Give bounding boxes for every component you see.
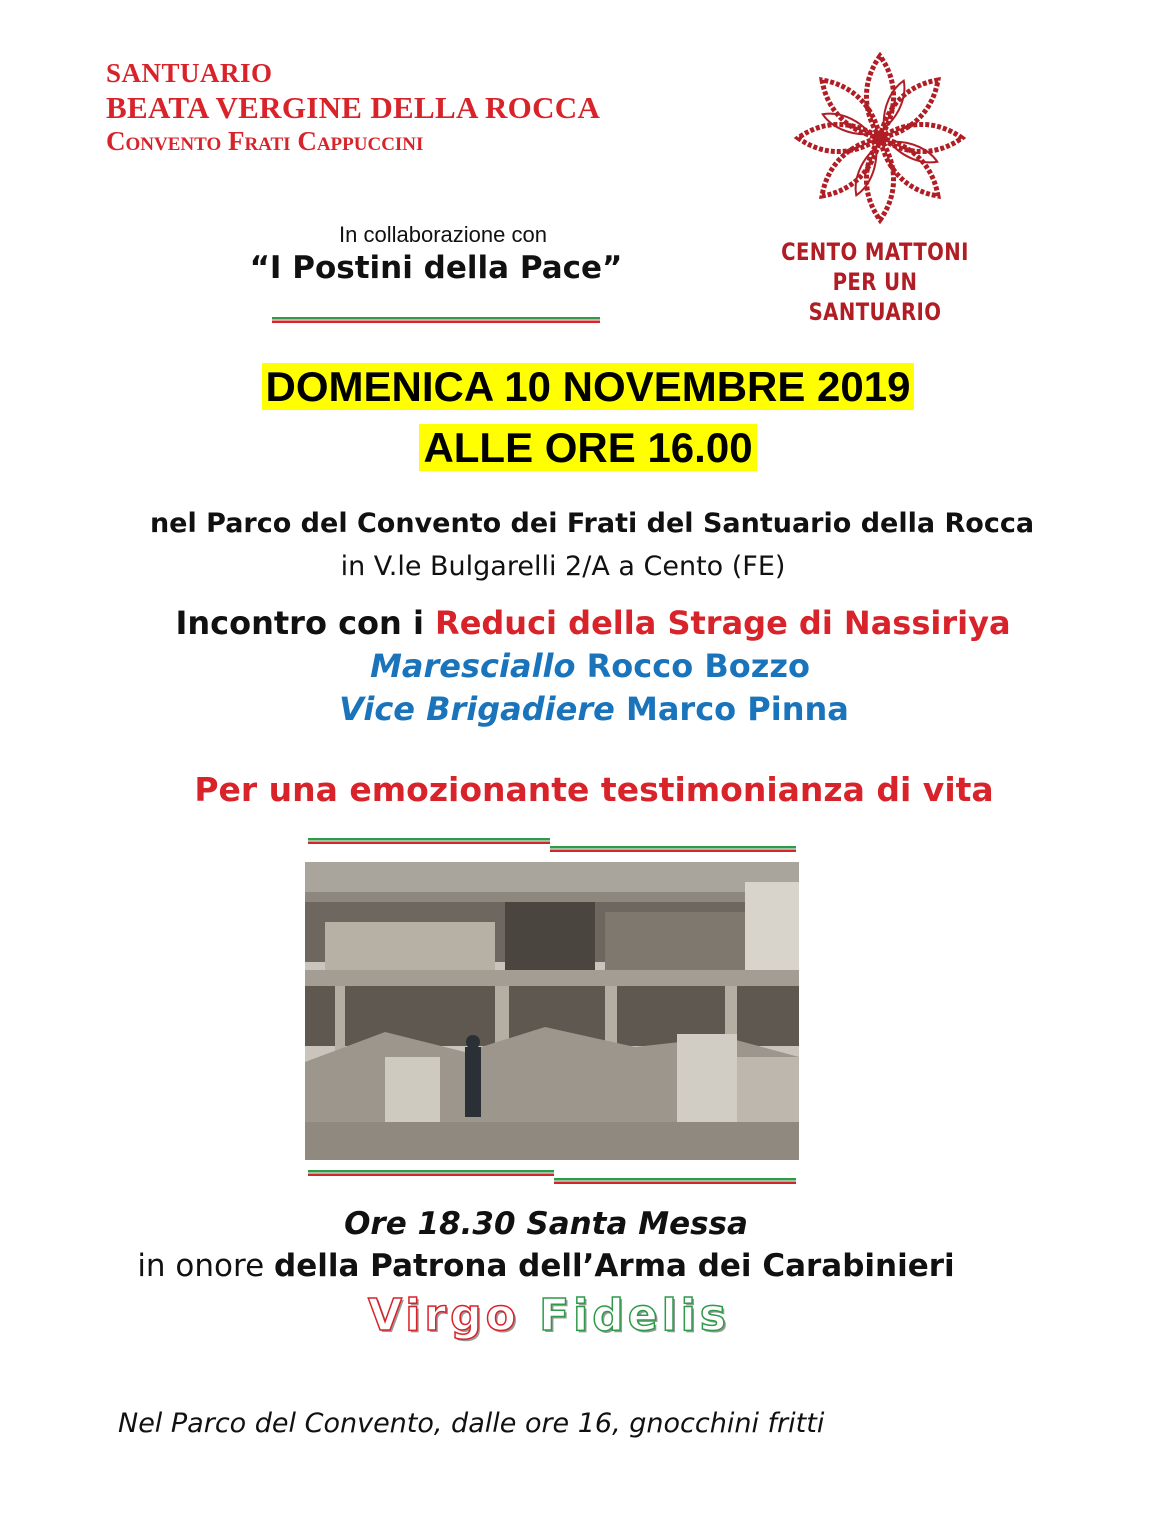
collaboration-partner: “I Postini della Pace” bbox=[249, 250, 623, 286]
tricolor-divider bbox=[272, 317, 600, 323]
meeting-heading bbox=[0, 604, 1176, 642]
tricolor-divider-top-left bbox=[308, 838, 550, 844]
event-time bbox=[0, 424, 1176, 472]
motto-fidelis: Fidelis bbox=[539, 1290, 730, 1341]
logo-line-2: PER UN SANTUARIO bbox=[808, 268, 942, 326]
motto-virgo: Virgo bbox=[368, 1290, 540, 1341]
collaboration-intro: In collaborazione con bbox=[339, 222, 547, 247]
tricolor-divider-bottom-right bbox=[554, 1178, 796, 1184]
meeting-prefix: Incontro con i bbox=[175, 604, 436, 642]
guest-2 bbox=[0, 690, 1176, 728]
virgo-fidelis-motto bbox=[0, 1290, 1098, 1341]
ruined-building-photo bbox=[305, 862, 799, 1160]
event-place: nel Parco del Convento dei Frati del Santuario della Rocca bbox=[149, 508, 1035, 539]
event-address: in V.le Bulgarelli 2/A a Cento (FE) bbox=[340, 551, 786, 582]
convent-name: Convento Frati Cappuccini bbox=[106, 126, 424, 156]
mass-title: Ore 18.30 Santa Messa bbox=[344, 1206, 748, 1242]
guest-1 bbox=[0, 647, 1176, 685]
tricolor-divider-bottom-left bbox=[308, 1170, 554, 1176]
logo-line-1: CENTO MATTONI bbox=[781, 238, 969, 266]
meeting-subject: Reduci della Strage di Nassiriya bbox=[435, 604, 1011, 642]
footer-note: Nel Parco del Convento, dalle ore 16, gnocchini fritti bbox=[118, 1408, 825, 1439]
flower-logo-icon bbox=[780, 48, 980, 228]
mass-honor bbox=[0, 1248, 1092, 1284]
guest-2-name: Marco Pinna bbox=[614, 690, 849, 728]
event-date bbox=[0, 363, 1176, 411]
sanctuary-name: BEATA VERGINE DELLA ROCCA bbox=[106, 90, 601, 125]
tricolor-divider-top-right bbox=[550, 846, 796, 852]
logo-text bbox=[781, 237, 970, 327]
ruined-building-image bbox=[305, 862, 799, 1160]
guest-1-name: Rocco Bozzo bbox=[575, 647, 810, 685]
event-time-text: ALLE ORE 16.00 bbox=[419, 424, 756, 471]
event-date-text: DOMENICA 10 NOVEMBRE 2019 bbox=[262, 363, 915, 410]
guest-2-rank: Vice Brigadiere bbox=[339, 690, 615, 728]
mass-honor-text: della Patrona dell’Arma dei Carabinieri bbox=[274, 1248, 955, 1284]
guest-1-rank: Maresciallo bbox=[370, 647, 576, 685]
mass-honor-prefix: in onore bbox=[137, 1248, 274, 1284]
tagline: Per una emozionante testimonianza di vita bbox=[194, 770, 994, 809]
sanctuary-title: SANTUARIO bbox=[106, 58, 273, 88]
